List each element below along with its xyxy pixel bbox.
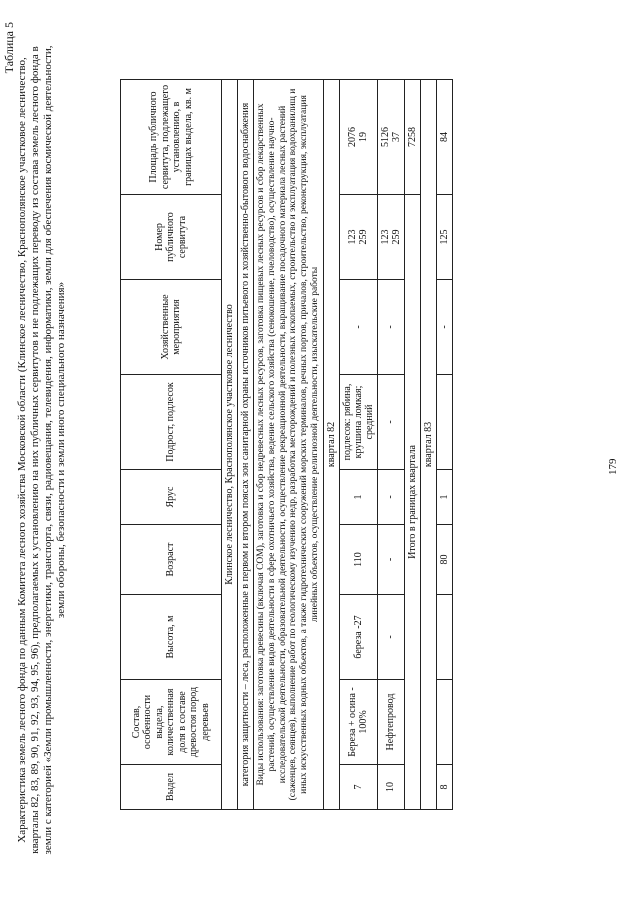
servitude-no-value: 259	[390, 229, 402, 245]
table-row	[377, 80, 404, 810]
activities-cell: -	[436, 280, 452, 375]
table-label: Таблица 5	[2, 22, 16, 74]
header-composition: Состав, особенности выдела, количественная доля в составе древостоя пород деревьев	[121, 680, 222, 765]
header-height: Высота, м	[121, 595, 222, 680]
age-cell: -	[377, 525, 404, 595]
header-tier: Ярус	[121, 470, 222, 525]
forest-land-table	[120, 79, 453, 810]
tier-cell: 1	[436, 470, 452, 525]
composition-cell: Береза + осина - 100%	[339, 680, 377, 765]
header-servitude-area: Площадь публичного сервитута, подлежащего установлению, в границах выдела, кв. м	[121, 80, 222, 195]
servitude-no-cell	[339, 195, 377, 280]
undergrowth-cell	[436, 375, 452, 470]
usage-types: Виды использования: заготовка древесины (включая СОМ), заготовка и сбор недревесных лесных ресурсов, заготовка пищевых лесных ресурсов и сбор лекарственных растений, осуществление видов деятельности в сфере охотничьего хозяйства, ведение сельского хозяйства (сенокошение, пчеловодство), осуществление научно-исследовательской деятельности, образовательной деятельности, осуществление рекреационной деятельности, выращивание посадочного материала лесных растений (саженцев, сеянцев), выполнение работ по геологическому изучению недр, разработка месторождений и полезных ископаемых, строительство и эксплуатация водохранилищ и иных искусственных водных объектов, а также гидротехнических сооружений морских терминалов, речных портов, причалов, строительство, реконструкция, эксплуатация линейных объектов, осуществление религиозной деятельности, изыскательские работы	[254, 80, 324, 810]
total-value: 7258	[404, 80, 420, 195]
vydel-cell: 7	[339, 765, 377, 810]
usage-row	[254, 80, 324, 810]
tier-cell: -	[377, 470, 404, 525]
undergrowth-cell: подлесок: рябина, крушина ломкая; средний	[339, 375, 377, 470]
composition-cell	[436, 680, 452, 765]
activities-cell: -	[377, 280, 404, 375]
height-cell	[436, 595, 452, 680]
vydel-cell: 8	[436, 765, 452, 810]
composition-cell: Нефтепровод	[377, 680, 404, 765]
category-row	[238, 80, 254, 810]
servitude-no-value: 123	[379, 229, 391, 245]
age-cell: 80	[436, 525, 452, 595]
activities-cell: -	[339, 280, 377, 375]
servitude-area-cell	[339, 80, 377, 195]
undergrowth-cell: -	[377, 375, 404, 470]
section-name: Клинское лесничество, Краснополянское участковое лесничество	[222, 80, 238, 810]
table-title: Характеристика земель лесного фонда по данным Комитета лесного хозяйства Московской области (Клинское лесничество, Краснополянское участковое лесничество, кварталы 82, 83, 89, 90, 91, 92, 93, 94, 95, 96), предполагаемых к установлению на них публичных сервитутов и не подлежащих переводу из состава земель лесного фонда в земли с категорией «Земли промышленности, энергетики, транспорта, связи, радиовещания, телевидения, информатики, земли для обеспечения космической деятельности, земли обороны, безопасности и земли иного специального назначения»	[16, 45, 67, 855]
section-row	[222, 80, 238, 810]
table-row	[339, 80, 377, 810]
header-servitude-no: Номер публичного сервитута	[121, 195, 222, 280]
total-row	[404, 80, 420, 810]
total-label: Итого в границах квартала	[404, 195, 420, 810]
header-undergrowth: Подрост, подлесок	[121, 375, 222, 470]
servitude-area-value: 5126	[379, 127, 391, 147]
header-activities: Хозяйственные мероприятия	[121, 280, 222, 375]
quarter-83-row	[420, 80, 436, 810]
age-cell: 110	[339, 525, 377, 595]
servitude-area-value: 19	[358, 132, 370, 142]
quarter-82-label: квартал 82	[323, 80, 339, 810]
servitude-no-cell: 125	[436, 195, 452, 280]
servitude-no-value: 123	[347, 229, 359, 245]
servitude-area-value: 37	[390, 132, 402, 142]
table-row	[436, 80, 452, 810]
servitude-no-value: 259	[358, 229, 370, 245]
header-age: Возраст	[121, 525, 222, 595]
header-vydel: Выдел	[121, 765, 222, 810]
height-cell: -	[377, 595, 404, 680]
protection-category: категория защитности – леса, расположенные в первом и втором поясах зон санитарной охраны источников питьевого и хозяйственно-бытового водоснабжения	[238, 80, 254, 810]
page-number: 179	[607, 458, 619, 475]
quarter-83-label: квартал 83	[420, 80, 436, 810]
header-row	[121, 80, 222, 810]
servitude-area-cell	[377, 80, 404, 195]
servitude-area-value: 2076	[347, 127, 359, 147]
quarter-82-row	[323, 80, 339, 810]
height-cell: береза -27	[339, 595, 377, 680]
servitude-no-cell	[377, 195, 404, 280]
tier-cell: 1	[339, 470, 377, 525]
servitude-area-cell: 84	[436, 80, 452, 195]
vydel-cell: 10	[377, 765, 404, 810]
